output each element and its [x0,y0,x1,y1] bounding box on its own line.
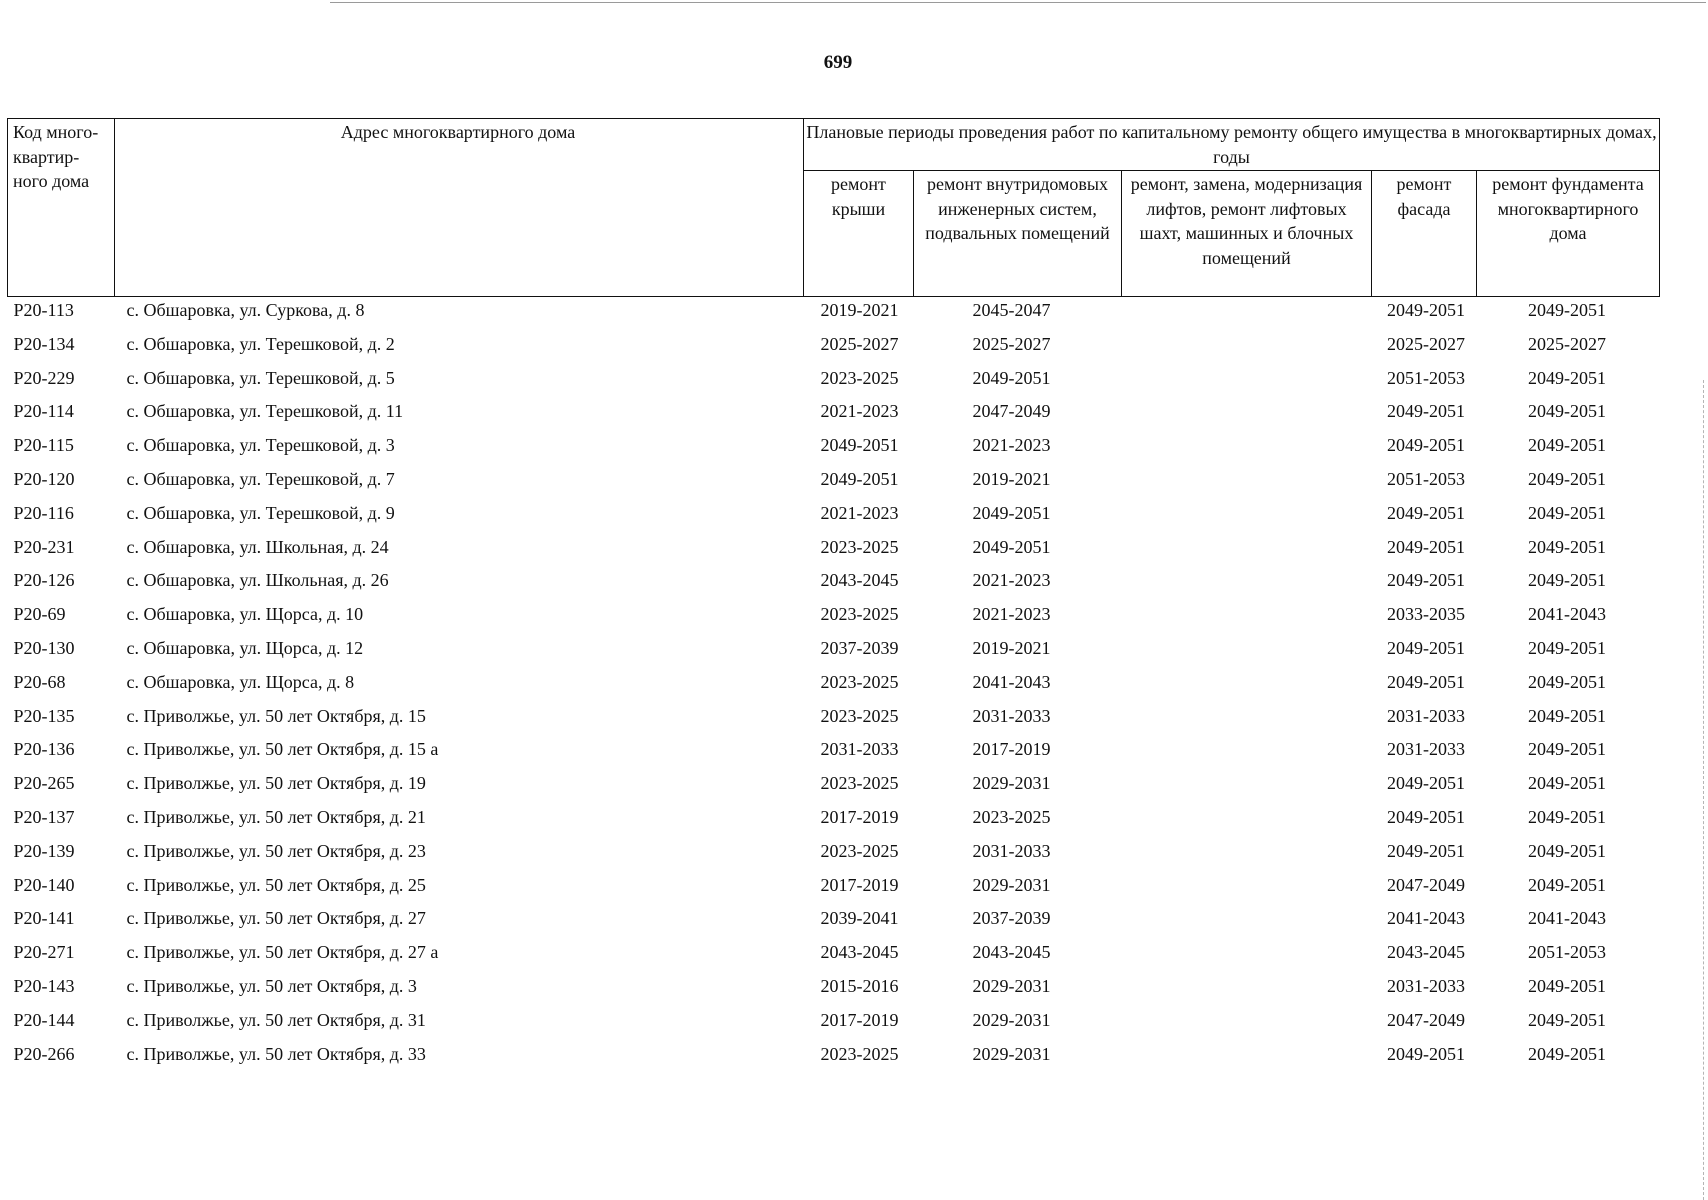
cell-engineering: 2047-2049 [972,401,1051,422]
cell-engineering: 2019-2021 [972,637,1051,658]
cell-address: с. Приволжье, ул. 50 лет Октября, д. 15 а [126,739,439,760]
cell-foundation: 2049-2051 [1528,502,1606,523]
cell-lifts [1122,940,1372,974]
cell-foundation: 2049-2051 [1528,739,1606,760]
cell-code: Р20-69 [13,604,66,625]
cell-engineering: 2031-2033 [972,705,1051,726]
table-row [8,737,1660,771]
cell-roof: 2023-2025 [820,536,899,557]
table-row [8,906,1660,940]
cell-facade: 2049-2051 [1387,773,1465,794]
cell-code: Р20-115 [13,435,74,456]
cell-foundation: 2049-2051 [1528,401,1606,422]
cell-foundation: 2051-2053 [1528,942,1606,963]
cell-facade: 2049-2051 [1387,300,1465,320]
cell-lifts [1122,873,1372,907]
table-row [8,501,1660,535]
cell-lifts [1122,332,1372,366]
cell-lifts [1122,974,1372,1008]
cell-code: Р20-137 [13,806,75,827]
cell-code: Р20-229 [13,367,75,388]
cell-foundation: 2049-2051 [1528,300,1606,320]
cell-foundation: 2041-2043 [1528,604,1606,625]
cell-lifts [1122,771,1372,805]
repair-schedule-table [7,118,1660,1075]
table-row [8,670,1660,704]
cell-engineering: 2017-2019 [972,739,1051,760]
header-facade: ремонт фасада [1372,171,1477,297]
cell-lifts [1122,467,1372,501]
header-lifts: ремонт, замена, модернизация лифтов, ремонт лифтовых шахт, машинных и блочных помещений [1122,171,1372,297]
cell-engineering: 2049-2051 [972,367,1051,388]
cell-roof: 2025-2027 [820,333,899,354]
cell-address: с. Обшаровка, ул. Школьная, д. 26 [126,570,389,591]
cell-lifts [1122,433,1372,467]
page-number: 699 [823,52,853,73]
cell-facade: 2049-2051 [1387,840,1465,861]
cell-address: с. Обшаровка, ул. Терешковой, д. 7 [126,468,395,489]
cell-foundation: 2049-2051 [1528,435,1606,456]
cell-address: с. Обшаровка, ул. Терешковой, д. 2 [126,333,395,354]
cell-foundation: 2049-2051 [1528,773,1606,794]
cell-code: Р20-120 [13,468,75,489]
cell-code: Р20-68 [13,671,66,692]
cell-roof: 2043-2045 [820,570,899,591]
table-row [8,1042,1660,1076]
cell-code: Р20-116 [13,502,74,523]
table-row [8,602,1660,636]
cell-roof: 2037-2039 [820,637,899,658]
cell-code: Р20-143 [13,975,75,996]
cell-facade: 2049-2051 [1387,502,1465,523]
cell-address: с. Обшаровка, ул. Терешковой, д. 5 [126,367,395,388]
cell-address: с. Приволжье, ул. 50 лет Октября, д. 21 [126,806,426,827]
cell-roof: 2039-2041 [820,908,899,929]
cell-code: Р20-139 [13,840,75,861]
header-planned-periods: Плановые периоды проведения работ по капитальному ремонту общего имущества в многоквартирных домах, годы [804,119,1660,171]
cell-address: с. Приволжье, ул. 50 лет Октября, д. 31 [126,1009,426,1030]
cell-foundation: 2049-2051 [1528,637,1606,658]
cell-facade: 2049-2051 [1387,1043,1465,1064]
cell-foundation: 2049-2051 [1528,975,1606,996]
cell-engineering: 2049-2051 [972,536,1051,557]
cell-lifts [1122,670,1372,704]
cell-facade: 2047-2049 [1387,874,1465,895]
cell-lifts [1122,568,1372,602]
cell-facade: 2031-2033 [1387,739,1465,760]
cell-lifts [1122,366,1372,400]
header-code: Код много-квартир-ного дома [8,119,115,297]
cell-engineering: 2029-2031 [972,1009,1051,1030]
cell-facade: 2049-2051 [1387,536,1465,557]
cell-address: с. Обшаровка, ул. Терешковой, д. 11 [126,401,404,422]
table-row [8,366,1660,400]
cell-code: Р20-144 [13,1009,75,1030]
cell-lifts [1122,839,1372,873]
cell-foundation: 2049-2051 [1528,671,1606,692]
cell-address: с. Обшаровка, ул. Щорса, д. 12 [126,637,364,658]
cell-foundation: 2049-2051 [1528,570,1606,591]
cell-foundation: 2049-2051 [1528,874,1606,895]
cell-facade: 2031-2033 [1387,975,1465,996]
cell-facade: 2049-2051 [1387,570,1465,591]
cell-roof: 2023-2025 [820,840,899,861]
cell-roof: 2049-2051 [820,468,899,489]
cell-engineering: 2029-2031 [972,773,1051,794]
cell-code: Р20-114 [13,401,74,422]
cell-lifts [1122,636,1372,670]
cell-foundation: 2049-2051 [1528,1009,1606,1030]
cell-lifts [1122,1008,1372,1042]
cell-code: Р20-113 [13,300,74,320]
cell-roof: 2017-2019 [820,874,899,895]
cell-code: Р20-130 [13,637,75,658]
cell-facade: 2049-2051 [1387,806,1465,827]
cell-facade: 2051-2053 [1387,367,1465,388]
scan-top-edge [330,2,1706,3]
table-row [8,399,1660,433]
cell-address: с. Обшаровка, ул. Щорса, д. 10 [126,604,364,625]
cell-foundation: 2049-2051 [1528,840,1606,861]
cell-roof: 2023-2025 [820,1043,899,1064]
cell-address: с. Приволжье, ул. 50 лет Октября, д. 27 [126,908,426,929]
cell-engineering: 2041-2043 [972,671,1051,692]
cell-code: Р20-135 [13,705,75,726]
cell-foundation: 2049-2051 [1528,367,1606,388]
cell-engineering: 2031-2033 [972,840,1051,861]
cell-code: Р20-140 [13,874,75,895]
cell-roof: 2023-2025 [820,705,899,726]
cell-facade: 2047-2049 [1387,1009,1465,1030]
table-row [8,704,1660,738]
cell-foundation: 2025-2027 [1528,333,1606,354]
cell-engineering: 2049-2051 [972,502,1051,523]
cell-roof: 2021-2023 [820,401,899,422]
cell-address: с. Обшаровка, ул. Школьная, д. 24 [126,536,389,557]
cell-lifts [1122,1042,1372,1076]
cell-code: Р20-266 [13,1043,75,1064]
cell-roof: 2043-2045 [820,942,899,963]
cell-address: с. Обшаровка, ул. Терешковой, д. 3 [126,435,395,456]
cell-engineering: 2019-2021 [972,468,1051,489]
table-row [8,839,1660,873]
cell-roof: 2021-2023 [820,502,899,523]
cell-foundation: 2049-2051 [1528,536,1606,557]
cell-facade: 2031-2033 [1387,705,1465,726]
cell-engineering: 2043-2045 [972,942,1051,963]
table-row [8,805,1660,839]
cell-lifts [1122,602,1372,636]
cell-address: с. Обшаровка, ул. Терешковой, д. 9 [126,502,395,523]
cell-code: Р20-265 [13,773,75,794]
cell-roof: 2017-2019 [820,1009,899,1030]
cell-address: с. Приволжье, ул. 50 лет Октября, д. 3 [126,975,417,996]
cell-facade: 2033-2035 [1387,604,1465,625]
cell-lifts [1122,297,1372,332]
cell-lifts [1122,704,1372,738]
cell-code: Р20-134 [13,333,75,354]
cell-foundation: 2049-2051 [1528,468,1606,489]
cell-engineering: 2025-2027 [972,333,1051,354]
cell-foundation: 2049-2051 [1528,806,1606,827]
cell-facade: 2049-2051 [1387,637,1465,658]
cell-facade: 2049-2051 [1387,435,1465,456]
cell-code: Р20-231 [13,536,75,557]
table-row [8,873,1660,907]
cell-roof: 2023-2025 [820,367,899,388]
cell-facade: 2043-2045 [1387,942,1465,963]
cell-facade: 2049-2051 [1387,401,1465,422]
cell-roof: 2015-2016 [820,975,899,996]
cell-foundation: 2049-2051 [1528,1043,1606,1064]
cell-facade: 2049-2051 [1387,671,1465,692]
header-row-top [8,119,1660,171]
cell-engineering: 2029-2031 [972,975,1051,996]
cell-foundation: 2041-2043 [1528,908,1606,929]
cell-foundation: 2049-2051 [1528,705,1606,726]
cell-roof: 2031-2033 [820,739,899,760]
cell-code: Р20-136 [13,739,75,760]
cell-lifts [1122,399,1372,433]
cell-facade: 2051-2053 [1387,468,1465,489]
cell-roof: 2019-2021 [820,300,899,320]
header-address: Адрес многоквартирного дома [115,119,804,297]
cell-lifts [1122,906,1372,940]
scan-right-edge [1703,380,1704,1200]
cell-address: с. Приволжье, ул. 50 лет Октября, д. 27 а [126,942,439,963]
table-row [8,974,1660,1008]
cell-address: с. Приволжье, ул. 50 лет Октября, д. 15 [126,705,426,726]
table-row [8,568,1660,602]
table-header [8,119,1660,297]
cell-code: Р20-126 [13,570,75,591]
cell-address: с. Приволжье, ул. 50 лет Октября, д. 33 [126,1043,426,1064]
cell-engineering: 2021-2023 [972,435,1051,456]
cell-address: с. Приволжье, ул. 50 лет Октября, д. 23 [126,840,426,861]
cell-engineering: 2029-2031 [972,1043,1051,1064]
cell-engineering: 2021-2023 [972,604,1051,625]
cell-engineering: 2045-2047 [972,300,1051,320]
cell-engineering: 2021-2023 [972,570,1051,591]
cell-lifts [1122,535,1372,569]
cell-address: с. Обшаровка, ул. Суркова, д. 8 [126,300,365,320]
cell-facade: 2025-2027 [1387,333,1465,354]
cell-address: с. Приволжье, ул. 50 лет Октября, д. 19 [126,773,426,794]
cell-engineering: 2029-2031 [972,874,1051,895]
header-foundation: ремонт фундамента многоквартирного дома [1477,171,1660,297]
cell-facade: 2041-2043 [1387,908,1465,929]
table-row [8,940,1660,974]
table-row [8,1008,1660,1042]
table-body [8,297,1660,1076]
header-roof: ремонт крыши [804,171,914,297]
cell-lifts [1122,737,1372,771]
table-row [8,535,1660,569]
table-row [8,297,1660,332]
table-row [8,332,1660,366]
cell-lifts [1122,501,1372,535]
table-row [8,467,1660,501]
cell-address: с. Приволжье, ул. 50 лет Октября, д. 25 [126,874,426,895]
cell-address: с. Обшаровка, ул. Щорса, д. 8 [126,671,355,692]
cell-lifts [1122,805,1372,839]
table-row [8,433,1660,467]
cell-roof: 2023-2025 [820,773,899,794]
cell-roof: 2017-2019 [820,806,899,827]
cell-roof: 2023-2025 [820,604,899,625]
cell-engineering: 2023-2025 [972,806,1051,827]
cell-roof: 2023-2025 [820,671,899,692]
table-row [8,636,1660,670]
table-row [8,771,1660,805]
cell-roof: 2049-2051 [820,435,899,456]
cell-code: Р20-141 [13,908,75,929]
header-engineering: ремонт внутридомовых инженерных систем, подвальных помещений [914,171,1122,297]
cell-engineering: 2037-2039 [972,908,1051,929]
cell-code: Р20-271 [13,942,75,963]
